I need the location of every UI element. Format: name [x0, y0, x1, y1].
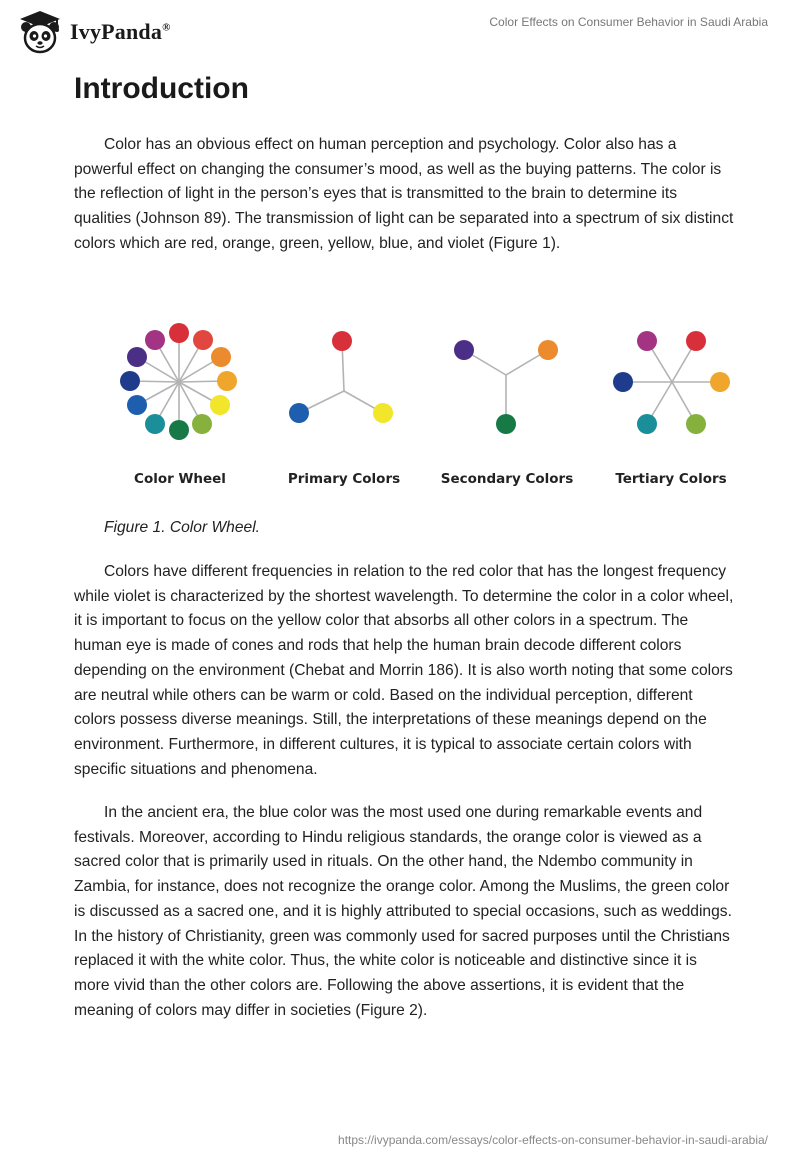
- tertiary-dot-red_violet: [637, 331, 657, 351]
- section-heading: Introduction: [74, 72, 249, 105]
- tertiary-dot-blue_green: [637, 414, 657, 434]
- secondary-dot-orange: [538, 340, 558, 360]
- paragraph-3: In the ancient era, the blue color was the most used one during remarkable events and festivals. Moreover, according to Hindu religious standards, the orange color is viewed as a sacred color that is primarily used in rituals. On the other hand, the Ndembo community in Zambia, for instance, does not recognize the orange color. Among the Muslims, the green color is discussed as a sacred one, and it is highly attributed to special occasions, such as weddings. In the history of Christianity, green was commonly used for sacred purposes until the Christians replaced it with the white color. Thus, the white color is noticeable and distinctive since it is more vivid than the other colors are. Following the above assertions, it is evident that the meaning of colors may differ in societies (Figure 2).: [74, 804, 732, 1019]
- tertiary-dot-blue_violet: [613, 372, 633, 392]
- wheel-dot-blue_violet: [120, 371, 140, 391]
- primary-dot-blue: [289, 403, 309, 423]
- wheel-dot-yellow_green: [192, 414, 212, 434]
- wheel-dot-yellow: [210, 395, 230, 415]
- primary-dot-yellow: [373, 403, 393, 423]
- source-url[interactable]: https://ivypanda.com/essays/color-effects-on-consumer-behavior-in-saudi-arabia/: [338, 1133, 768, 1147]
- wheel-dot-blue: [127, 395, 147, 415]
- tertiary-dot-yellow_green: [686, 414, 706, 434]
- wheel-dot-blue_green: [145, 414, 165, 434]
- label-color-wheel: Color Wheel: [134, 471, 226, 487]
- paragraph-1: Color has an obvious effect on human perception and psychology. Color also has a powerful effect on changing the consumer’s mood, as well as the buying patterns. The color is the reflection of light in the person’s eyes that is transmitted to the brain to determine its qualities (Johnson 89). The transmission of light can be separated into a spectrum of six distinct colors which are red, orange, green, yellow, blue, and violet (Figure 1).: [74, 136, 734, 252]
- label-secondary-colors: Secondary Colors: [440, 471, 574, 487]
- secondary-dot-violet: [454, 340, 474, 360]
- label-primary-colors: Primary Colors: [287, 471, 401, 487]
- tertiary-dot-red: [686, 331, 706, 351]
- panda-icon: [16, 8, 64, 56]
- primary-dot-red: [332, 331, 352, 351]
- wheel-dot-red_orange: [193, 330, 213, 350]
- color-wheel-figure: [94, 305, 734, 495]
- logo-wordmark: IvyPanda®: [70, 19, 171, 44]
- secondary-dot-green: [496, 414, 516, 434]
- paragraph-2: Colors have different frequencies in relation to the red color that has the longest frequency while violet is characterized by the shortest wavelength. To determine the color in a color wheel, it is important to focus on the yellow color that absorbs all other colors in a spectrum. The human eye is made of cones and rods that help the human brain decode different colors depending on the environment (Chebat and Morrin 186). It is also worth noting that some colors are neutral while others can be warm or cold. Based on the individual perception, different colors possess diverse meanings. Still, the interpretations of these meanings depend on the environment. Furthermore, in different cultures, it is typical to associate certain colors with specific situations and phenomena.: [74, 563, 734, 778]
- wheel-dot-red_violet: [145, 330, 165, 350]
- tertiary-dot-yellow_orange: [710, 372, 730, 392]
- ivypanda-logo[interactable]: [16, 8, 171, 56]
- wheel-dot-red: [169, 323, 189, 343]
- wheel-dot-yellow_orange: [217, 371, 237, 391]
- running-title: Color Effects on Consumer Behavior in Saudi Arabia: [489, 15, 768, 29]
- wheel-dot-violet: [127, 347, 147, 367]
- wheel-dot-green: [169, 420, 189, 440]
- figure-caption: Figure 1. Color Wheel.: [104, 519, 260, 536]
- page-header: [0, 0, 800, 64]
- label-tertiary-colors: Tertiary Colors: [615, 471, 727, 487]
- wheel-dot-orange: [211, 347, 231, 367]
